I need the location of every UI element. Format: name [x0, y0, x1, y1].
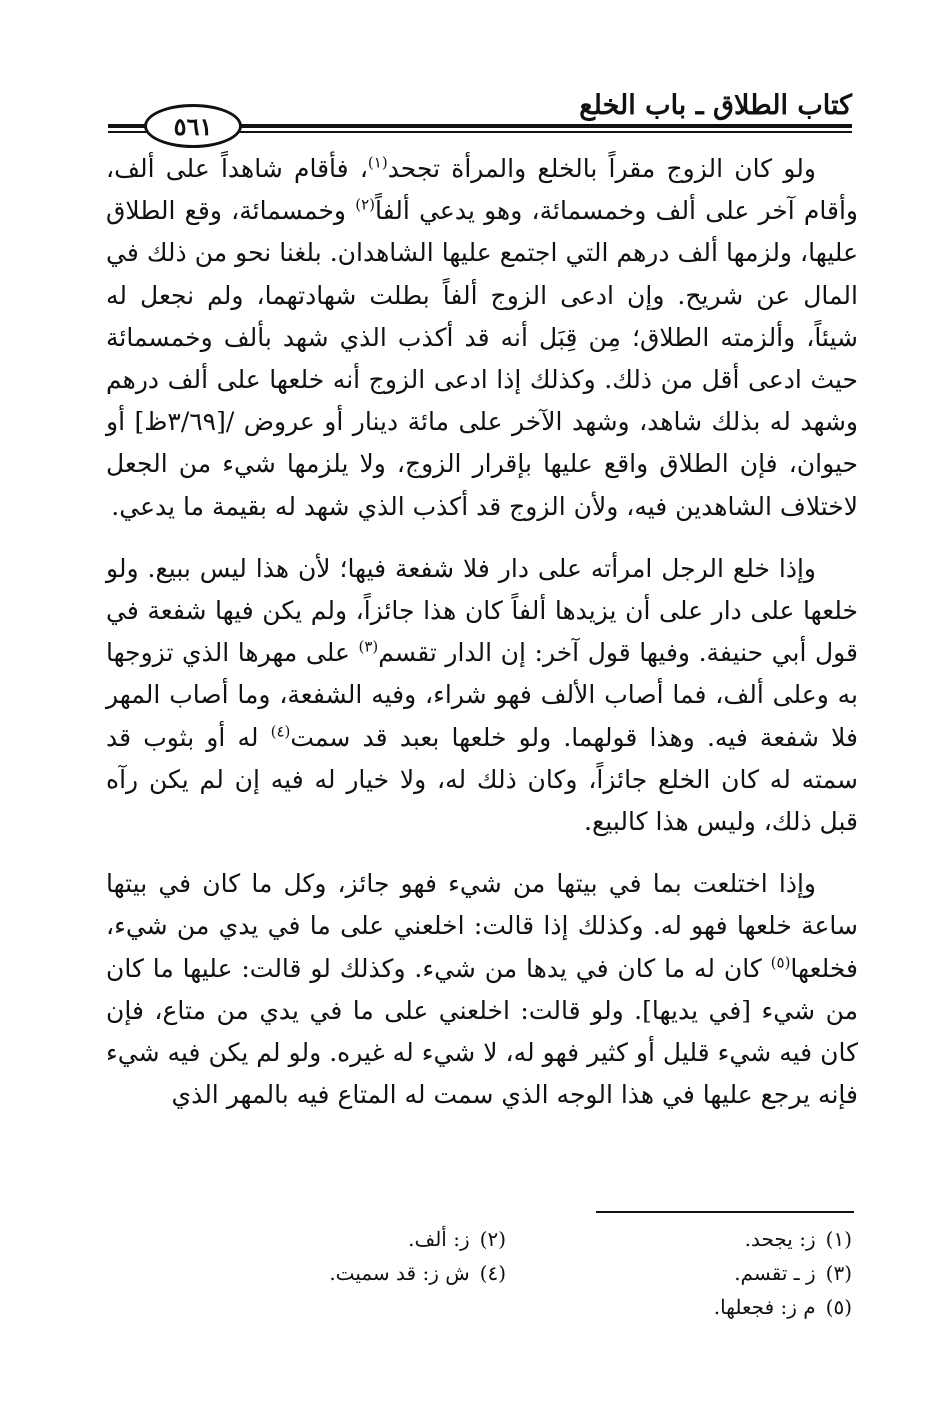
footnote-1 [506, 1222, 852, 1256]
footnote-row [160, 1256, 852, 1290]
footnote-text: ز: ألف. [408, 1227, 470, 1251]
footnote-number: (٥) [825, 1295, 852, 1319]
text-run: كان له ما كان في يدها من شيء. وكذلك لو قالت: عليها ما كان من شيء [في يديها]. ولو قالت: اخلعني على ما في يدي من متاع، فإن كان فيه شيء قليل أو كثير فهو له، لا شيء له غيره. ولو لم يكن فيه شيء فإنه يرجع عليها في هذا الوجه الذي سمت له المتاع فيه بالمهر الذي [106, 953, 858, 1110]
footnote-marker: (٤) [270, 722, 291, 741]
text-run: ، فأقام شاهداً على ألف، وأقام آخر على ألف وخمسمائة، وهو يدعي ألفاً [106, 154, 858, 226]
text-run: على مهرها الذي تزوجها به وعلى ألف، فما أصاب الألف فهو شراء، وفيه الشفعة، وما أصاب المهر فلا شفعة فيه. وهذا قولهما. ولو خلعها بعبد قد سمت [106, 638, 858, 752]
running-header [108, 60, 852, 140]
footnote-marker: (٣) [358, 637, 379, 656]
chapter-title: كتاب الطلاق ـ باب الخلع [579, 90, 852, 121]
page-number-oval [144, 104, 242, 148]
footnote-text: ش ز: قد سميت. [329, 1261, 470, 1285]
footnote-text: م ز: فجعلها. [713, 1295, 816, 1319]
footnote-5 [506, 1290, 852, 1324]
footnote-3 [506, 1256, 852, 1290]
footnote-row [160, 1222, 852, 1256]
text-run: له أو بثوب قد سمته له كان الخلع جائزاً، وكان ذلك له، ولا خيار له فيه إن لم يكن رآه قبل ذلك، وليس هذا كالبيع. [106, 722, 858, 837]
footnotes [160, 1222, 852, 1324]
footnote-number: (١) [825, 1227, 852, 1251]
footnote-number: (٣) [825, 1261, 852, 1285]
footnote-text: ز ـ تقسم. [734, 1261, 816, 1285]
footnote-4 [160, 1256, 506, 1290]
text-run: ولو كان الزوج مقراً بالخلع والمرأة تجحد [387, 154, 816, 183]
footnote-separator [596, 1211, 854, 1213]
footnote-text: ز: يجحد. [744, 1227, 816, 1251]
text-run: وإذا خلع الرجل امرأته على دار فلا شفعة فيها؛ لأن هذا ليس ببيع. ولو خلعها على دار على أن يزيدها ألفاً كان هذا جائزاً، ولم يكن فيها شفعة في قول أبي حنيفة. وفيها قول آخر: إن الدار تقسم [106, 553, 859, 668]
footnote-number: (٤) [479, 1261, 506, 1285]
footnote-marker: (٢) [355, 195, 375, 214]
footnote-number: (٢) [479, 1227, 506, 1251]
footnote-row [160, 1290, 852, 1324]
paragraph [106, 548, 858, 843]
paragraph [106, 148, 858, 528]
paragraph [106, 863, 858, 1116]
footnote-marker: (٥) [770, 953, 791, 972]
footnote-marker: (١) [367, 153, 388, 172]
text-run: وإذا اختلعت بما في بيتها من شيء فهو جائز، وكل ما كان في بيتها ساعة خلعها فهو له. وكذلك إذا قالت: اخلعني على ما في يدي من شيء، فخلعها [106, 869, 858, 983]
footnote-2 [160, 1222, 506, 1256]
main-text [106, 148, 858, 1116]
text-run: وخمسمائة، وقع الطلاق عليها، ولزمها ألف درهم التي اجتمع عليها الشاهدان. بلغنا نحو من ذلك في المال عن شريح. وإن ادعى الزوج ألفاً بطلت شهادتهما، ولم نجعل له شيئاً، وألزمته الطلاق؛ مِن قِبَل أنه قد أكذب الذي شهد بألف وخمسمائة حيث ادعى أقل من ذلك. وكذلك إذا ادعى الزوج أنه خلعها على ألف درهم وشهد له بذلك شاهد، وشهد الآخر على مائة دينار أو عروض /[٣/٦٩ظ] أو حيوان، فإن الطلاق واقع عليها بإقرار الزوج، ولا يلزمها شيء من الجعل لاختلاف الشاهدين فيه، ولأن الزوج قد أكذب الذي شهد له بقيمة ما يدعي. [106, 196, 858, 521]
page-number: ٥٦١ [173, 111, 213, 141]
